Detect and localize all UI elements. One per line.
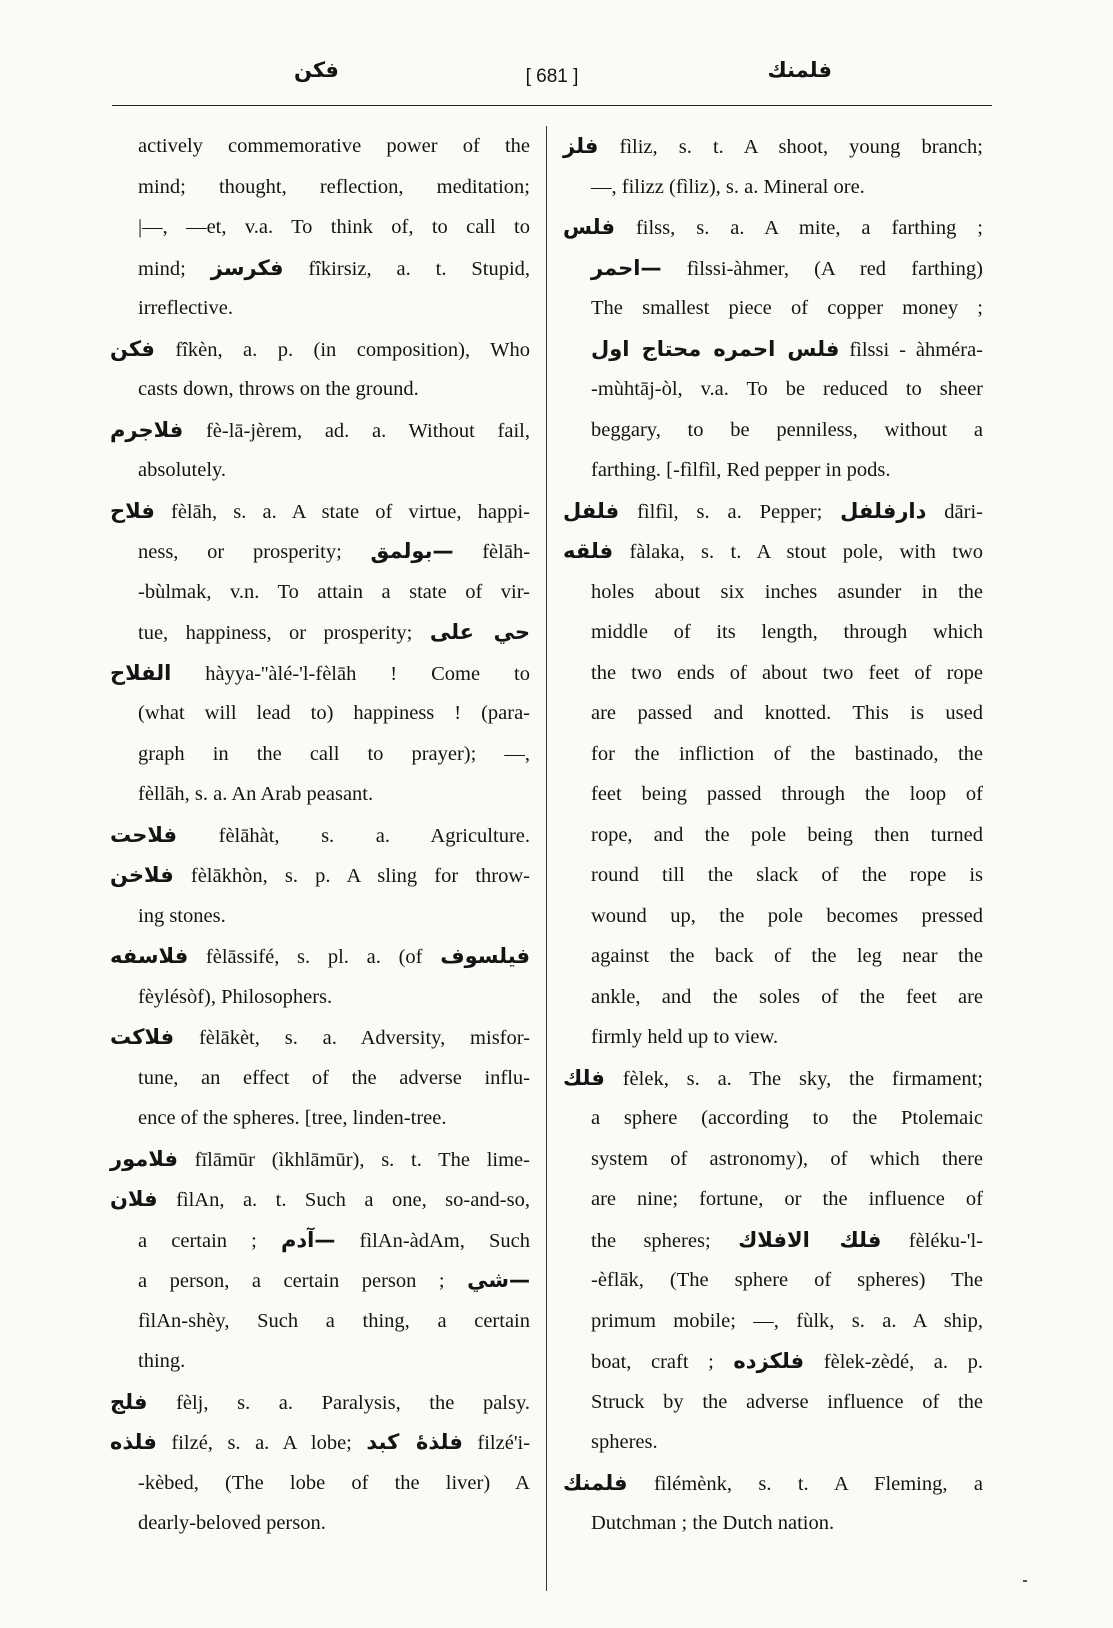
entry-text: fèlek-zèdé, a. p. — [823, 1351, 983, 1373]
dictionary-line: wound up, the pole becomes pressed — [591, 904, 983, 927]
headword-arabic: فلاسفه — [110, 944, 189, 968]
header-left-word: فكن — [294, 58, 339, 82]
dictionary-line: thing. — [138, 1350, 186, 1372]
entry-text: dāri- — [944, 500, 983, 523]
dictionary-line: irreflective. — [138, 297, 234, 319]
entry-text: fàlaka, s. t. A stout pole, with two — [629, 541, 983, 563]
entry-text: fīlāmūr (ìkhlāmūr), s. t. The lime- — [194, 1148, 530, 1171]
column-divider — [546, 126, 547, 1591]
entry-text: fèlāh, s. a. A state of virtue, happi- — [171, 500, 530, 523]
entry-text: fìliz, s. t. A shoot, young branch; — [619, 136, 984, 158]
entry-text: fìlssi - àhméra- — [849, 338, 984, 361]
arabic-term: فلذهٔ كبد — [366, 1430, 463, 1454]
entry-text: fèlākèt, s. a. Adversity, misfor- — [198, 1027, 531, 1049]
dictionary-line: system of astronomy), of which there — [591, 1147, 983, 1170]
arabic-term: دارفلفل — [840, 498, 927, 523]
entry-text: fìlémènk, s. t. A Fleming, a — [653, 1472, 984, 1495]
entry-text: filzé'i- — [477, 1432, 531, 1454]
headword-arabic: فلج — [110, 1389, 148, 1414]
entry-text: fìlfìl, s. a. Pepper; — [637, 500, 823, 523]
right-column — [563, 126, 984, 1544]
headword-arabic: فلز — [563, 134, 599, 158]
dictionary-line — [110, 1139, 530, 1180]
dictionary-line — [110, 1017, 530, 1058]
entry-text: the spheres; — [591, 1229, 711, 1252]
dictionary-line: mind; thought, reflection, meditation; — [138, 175, 530, 198]
dictionary-line: firmly held up to view. — [591, 1026, 779, 1048]
entry-text: tue, happiness, or prosperity; — [138, 622, 413, 644]
entry-text: fèlāssifé, s. pl. a. (of — [205, 946, 423, 968]
dictionary-line — [563, 207, 983, 248]
dictionary-line — [110, 1179, 530, 1220]
dictionary-line: ence of the spheres. [tree, linden-tree. — [138, 1107, 447, 1129]
dictionary-line — [110, 1422, 530, 1463]
dictionary-line — [563, 126, 983, 167]
dictionary-line — [563, 531, 983, 572]
arabic-term: —احمر — [591, 255, 662, 280]
dictionary-line: feet being passed through the loop of — [591, 783, 983, 805]
left-column — [110, 126, 531, 1544]
dictionary-line: graph in the call to prayer); —, — [138, 742, 530, 765]
dictionary-line: absolutely. — [138, 459, 227, 481]
dictionary-line — [563, 1058, 983, 1099]
headword-arabic: فلاكت — [110, 1025, 175, 1049]
dictionary-line: rope, and the pole being then turned — [591, 823, 983, 846]
dictionary-line: actively commemorative power of the — [138, 135, 530, 157]
dictionary-line: fèllāh, s. a. An Arab peasant. — [138, 783, 374, 805]
dictionary-line — [591, 1341, 983, 1382]
entry-text: a certain ; — [138, 1229, 257, 1252]
arabic-term: فيلسوف — [440, 944, 531, 968]
page-mark — [1023, 1580, 1027, 1582]
dictionary-line: against the back of the leg near the — [591, 945, 983, 967]
entry-text: fèléku-'l- — [908, 1229, 984, 1252]
dictionary-line: dearly-beloved person. — [138, 1512, 326, 1534]
headword-arabic: فلفل — [563, 498, 620, 523]
entry-text: fè-lā-jèrem, ad. a. Without fail, — [205, 419, 530, 442]
dictionary-line — [591, 329, 983, 370]
dictionary-line: -èflāk, (The sphere of spheres) The — [591, 1269, 983, 1291]
dictionary-line: are passed and knotted. This is used — [591, 702, 983, 724]
dictionary-line: primum mobile; —, fùlk, s. a. A ship, — [591, 1309, 983, 1332]
entry-text: fìlssi-àhmer, (A red farthing) — [686, 257, 984, 280]
entry-text: a person, a certain person ; — [138, 1270, 445, 1292]
entry-text: fèlāhàt, s. a. Agriculture. — [218, 824, 531, 847]
page-number: [ 681 ] — [525, 66, 579, 87]
entry-text: ness, or prosperity; — [138, 541, 342, 563]
dictionary-line: beggary, to be penniless, without a — [591, 418, 983, 441]
headword-arabic: فلذه — [110, 1430, 157, 1454]
entry-text: fîkirsiz, a. t. Stupid, — [308, 257, 531, 280]
dictionary-line: tune, an effect of the adverse influ- — [138, 1066, 530, 1089]
dictionary-line — [110, 936, 530, 977]
dictionary-line: the two ends of about two feet of rope — [591, 661, 983, 684]
dictionary-line: —, filizz (fìliz), s. a. Mineral ore. — [591, 175, 865, 198]
headword-arabic: فلقه — [563, 539, 614, 563]
dictionary-line — [110, 855, 530, 896]
page-header — [112, 58, 992, 102]
arabic-term: فكرسز — [210, 255, 284, 280]
dictionary-line — [591, 1220, 983, 1261]
dictionary-line: casts down, throws on the ground. — [138, 378, 419, 400]
dictionary-line — [110, 491, 530, 532]
headword-arabic: فلاخن — [110, 863, 174, 887]
dictionary-line: |—, —et, v.a. To think of, to call to — [138, 216, 530, 238]
entry-text: fîkèn, a. p. (in composition), Who — [175, 338, 530, 361]
headword-arabic: فلان — [110, 1187, 158, 1211]
dictionary-line — [110, 1382, 530, 1423]
headword-arabic: فلمنك — [563, 1470, 628, 1495]
dictionary-line — [138, 248, 530, 289]
entry-text: boat, craft ; — [591, 1351, 714, 1373]
arabic-term: —بولمق — [370, 539, 454, 563]
headword-arabic: فلاح — [110, 498, 155, 523]
header-right-word: فلمنك — [767, 58, 832, 82]
dictionary-line: The smallest piece of copper money ; — [591, 297, 983, 319]
arabic-term: فلس احمره محتاج اول — [591, 336, 840, 361]
entry-text: fìlAn, a. t. Such a one, so-and-so, — [176, 1189, 530, 1211]
dictionary-line: ankle, and the soles of the feet are — [591, 985, 983, 1008]
headword-arabic: فلك — [563, 1065, 605, 1090]
headword-arabic: فلاجرم — [110, 417, 184, 442]
arabic-term: فلك الافلاك — [738, 1227, 882, 1252]
entry-text: filss, s. a. A mite, a farthing ; — [635, 217, 984, 239]
headword-arabic: الفلاح — [110, 660, 172, 685]
dictionary-line: -kèbed, (The lobe of the liver) A — [138, 1471, 530, 1494]
dictionary-line — [110, 653, 530, 694]
dictionary-line: (what will lead to) happiness ! (para- — [138, 702, 530, 724]
dictionary-line: for the infliction of the bastinado, the — [591, 742, 983, 765]
dictionary-line: a sphere (according to the Ptolemaic — [591, 1107, 983, 1129]
dictionary-line: fìlAn-shèy, Such a thing, a certain — [138, 1309, 530, 1332]
dictionary-line: fèylésòf), Philosophers. — [138, 985, 333, 1008]
entry-text: fìlAn-àdAm, Such — [359, 1229, 531, 1252]
entry-text: fèlāh- — [482, 541, 531, 563]
dictionary-line: round till the slack of the rope is — [591, 864, 983, 886]
dictionary-line — [563, 491, 983, 532]
header-rule — [112, 105, 992, 106]
dictionary-line: holes about six inches asunder in the — [591, 580, 983, 603]
headword-arabic: فلاحت — [110, 822, 178, 847]
headword-arabic: فلس — [563, 215, 616, 239]
dictionary-line: ing stones. — [138, 904, 226, 927]
entry-text: filzé, s. a. A lobe; — [171, 1432, 352, 1454]
arabic-term: —شي — [467, 1268, 530, 1292]
dictionary-line — [591, 248, 983, 289]
dictionary-line: are nine; fortune, or the influence of — [591, 1188, 983, 1210]
dictionary-line — [138, 1260, 530, 1301]
dictionary-line — [138, 1220, 530, 1261]
entry-text: fèlj, s. a. Paralysis, the palsy. — [176, 1391, 531, 1414]
arabic-term: فلكزده — [733, 1349, 805, 1373]
dictionary-line — [138, 531, 530, 572]
dictionary-line — [110, 815, 530, 856]
dictionary-line — [110, 329, 530, 370]
dictionary-line: Struck by the adverse influence of the — [591, 1390, 983, 1413]
entry-text: fèlākhòn, s. p. A sling for throw- — [190, 865, 530, 887]
dictionary-line: Dutchman ; the Dutch nation. — [591, 1512, 835, 1534]
entry-text: mind; — [138, 257, 186, 280]
dictionary-line: middle of its length, through which — [591, 621, 983, 643]
dictionary-line — [563, 1463, 983, 1504]
dictionary-line: -bùlmak, v.n. To attain a state of vir- — [138, 580, 530, 603]
headword-arabic: فلامور — [110, 1146, 178, 1171]
arabic-term: —آدم — [281, 1227, 336, 1252]
dictionary-line: spheres. — [591, 1431, 658, 1453]
entry-text: fèlek, s. a. The sky, the firmament; — [622, 1067, 983, 1090]
dictionary-line: -mùhtāj-òl, v.a. To be reduced to sheer — [591, 378, 983, 400]
arabic-term: حي على — [429, 620, 531, 644]
headword-arabic: فكن — [110, 336, 155, 361]
dictionary-line — [110, 410, 530, 451]
dictionary-line — [138, 612, 530, 653]
dictionary-line: farthing. [-fìlfìl, Red pepper in pods. — [591, 459, 891, 481]
entry-text: hàyya-''àlé-'l-fèlāh ! Come to — [205, 662, 531, 685]
